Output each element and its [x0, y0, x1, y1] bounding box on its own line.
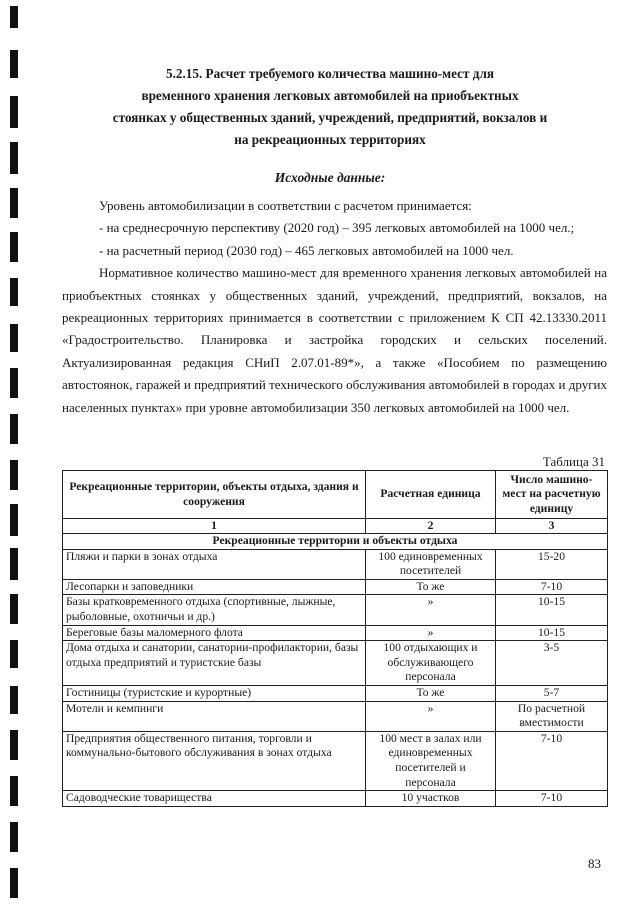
table-row [63, 701, 608, 731]
table-row [63, 549, 608, 579]
row-value: 15-20 [496, 549, 608, 579]
table-row [63, 791, 608, 807]
section-heading [60, 63, 600, 151]
body-text [62, 195, 607, 419]
heading-line-1: 5.2.15. Расчет требуемого количества машино-мест для [165, 66, 495, 81]
row-name: Пляжи и парки в зонах отдыха [63, 549, 366, 579]
header-spaces: Число машино-мест на расчетную единицу [496, 471, 608, 519]
table-row [63, 641, 608, 686]
row-value: 7-10 [496, 579, 608, 595]
row-name: Предприятия общественного питания, торговли и коммунально-бытового обслуживания в зонах отдыха [63, 731, 366, 790]
table-caption: Таблица 31 [542, 454, 605, 469]
paragraph-midterm: - на среднесрочную перспективу (2020 год) – 395 легковых автомобилей на 1000 чел.; [99, 220, 575, 236]
row-unit: 100 отдыхающих и обслуживающего персонала [366, 641, 496, 686]
row-name: Береговые базы маломерного флота [63, 625, 366, 641]
table-row [63, 595, 608, 625]
header-unit: Расчетная единица [366, 471, 496, 519]
row-unit: 100 единовременных посетителей [366, 549, 496, 579]
source-data-subheading: Исходные данные: [274, 170, 386, 185]
heading-line-4: на рекреационных территориях [234, 132, 426, 147]
table-section-row [63, 534, 608, 550]
row-value: 10-15 [496, 595, 608, 625]
row-unit: 100 мест в залах или единовременных посетителей и персонала [366, 731, 496, 790]
column-number-row [63, 519, 608, 534]
row-value: 5-7 [496, 685, 608, 701]
row-value: 10-15 [496, 625, 608, 641]
row-unit: » [366, 595, 496, 625]
row-value: 7-10 [496, 791, 608, 807]
row-name: Гостиницы (туристские и курортные) [63, 685, 366, 701]
row-name: Лесопарки и заповедники [63, 579, 366, 595]
row-value: 7-10 [496, 731, 608, 790]
row-name: Дома отдыха и санатории, санатории-профилактории, базы отдыха предприятий и туристские базы [63, 641, 366, 686]
row-name: Мотели и кемпинги [63, 701, 366, 731]
row-unit: » [366, 625, 496, 641]
heading-line-2: временного хранения легковых автомобилей на приобъектных [141, 88, 519, 103]
table-header-row [63, 471, 608, 519]
section-title: Рекреационные территории и объекты отдыха [63, 534, 608, 550]
paragraph-motorization-level: Уровень автомобилизации в соответствии с расчетом принимается: [99, 198, 472, 213]
row-value: 3-5 [496, 641, 608, 686]
table-row [63, 625, 608, 641]
table-row [63, 731, 608, 790]
row-unit: » [366, 701, 496, 731]
row-unit: 10 участков [366, 791, 496, 807]
parking-norms-table [62, 470, 608, 807]
table-row [63, 579, 608, 595]
paragraph-design-period: - на расчетный период (2030 год) – 465 легковых автомобилей на 1000 чел. [99, 242, 514, 258]
row-unit: То же [366, 685, 496, 701]
header-objects: Рекреационные территории, объекты отдыха, здания и сооружения [63, 471, 366, 519]
row-name: Садоводческие товарищества [63, 791, 366, 807]
column-number: 1 [63, 519, 366, 534]
table-row [63, 685, 608, 701]
page-number: 83 [588, 856, 601, 871]
paragraph-norms: Нормативное количество машино-мест для временного хранения легковых автомобилей на приобъектных стоянках у общественных зданий, учреждений, предприятий, вокзалов, на рекреационных территориях принимается в соответствии с приложением К СП 42.13330.2011 «Градостроительство. Планировка и застройка городских и сельских поселений. Актуализированная редакция СНиП 2.07.01-89*», а также «Пособием по размещению автостоянок, гаражей и предприятий технического обслуживания автомобилей в городах и других населенных пунктах» при уровне автомобилизации 350 легковых автомобилей на 1000 чел. [62, 265, 607, 415]
column-number: 2 [366, 519, 496, 534]
row-value: По расчетной вместимости [496, 701, 608, 731]
row-name: Базы кратковременного отдыха (спортивные, лыжные, рыболовные, охотничьи и др.) [63, 595, 366, 625]
row-unit: То же [366, 579, 496, 595]
heading-line-3: стоянках у общественных зданий, учреждений, предприятий, вокзалов и [112, 110, 548, 125]
column-number: 3 [496, 519, 608, 534]
